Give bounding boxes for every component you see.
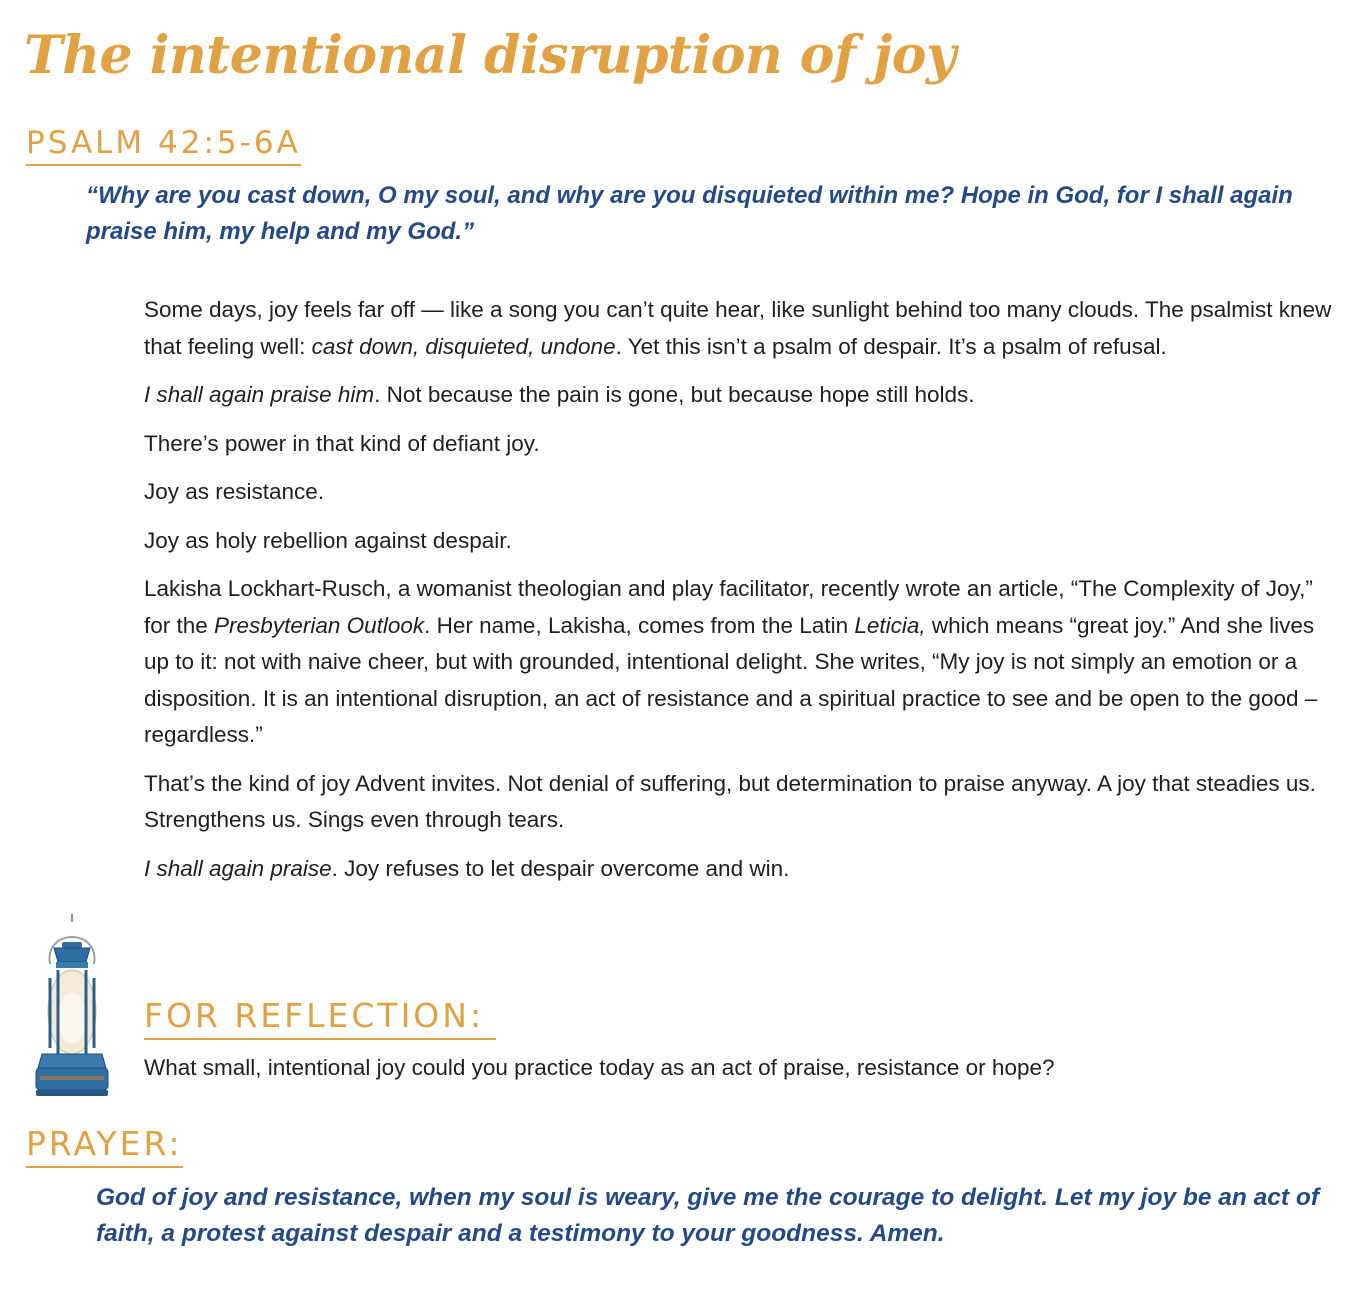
page-title: The intentional disruption of joy xyxy=(24,25,956,86)
devotional-body xyxy=(144,292,1342,899)
lantern-image xyxy=(28,908,116,1100)
latin-word: Leticia, xyxy=(854,612,926,638)
body-text: . Yet this isn’t a psalm of despair. It’s a psalm of refusal. xyxy=(615,333,1167,359)
body-emphasis: I shall again praise xyxy=(144,855,332,881)
body-emphasis: I shall again praise him xyxy=(144,382,375,407)
body-paragraph xyxy=(144,851,1342,888)
reflection-question: What small, intentional joy could you practice today as an act of praise, resistance or hope? xyxy=(144,1055,1055,1080)
body-paragraph: There’s power in that kind of defiant joy. xyxy=(144,430,540,456)
body-text: . Her name, Lakisha, comes from the Latin xyxy=(424,612,855,638)
body-text: . Not because the pain is gone, but because hope still holds. xyxy=(374,382,975,407)
prayer-text: God of joy and resistance, when my soul is weary, give me the courage to delight. Let my joy be an act of faith, a protest against despair and a testimony to your goodness. Amen. xyxy=(96,1184,1320,1247)
body-paragraph: Joy as resistance. xyxy=(144,479,325,504)
body-text: Some days, joy feels far off — like a song you can’t quite hear, like sunlight behind too many clouds. The psalmist knew that feeling well: xyxy=(144,297,1332,359)
body-text: Lakisha Lockhart-Rusch, a womanist theologian and play facilitator, recently wrote an article, “The Complexity of Joy,” for the xyxy=(144,576,1313,638)
body-paragraph xyxy=(144,571,1342,754)
publication-title: Presbyterian Outlook xyxy=(214,612,425,638)
body-emphasis: cast down, disquieted, undone xyxy=(311,333,616,359)
body-paragraph xyxy=(144,292,1342,365)
reflection-heading: FOR REFLECTION: xyxy=(144,996,496,1040)
scripture-quote: “Why are you cast down, O my soul, and why are you disquieted within me? Hope in God, for I shall again praise him, my help and my God.” xyxy=(86,182,1293,245)
prayer-heading: PRAYER: xyxy=(26,1124,183,1168)
body-text: . Joy refuses to let despair overcome and win. xyxy=(331,855,790,881)
body-paragraph xyxy=(144,377,1342,414)
body-paragraph: That’s the kind of joy Advent invites. Not denial of suffering, but determination to praise anyway. A joy that steadies us. Strengthens us. Sings even through tears. xyxy=(144,770,1316,832)
body-paragraph: Joy as holy rebellion against despair. xyxy=(144,527,512,553)
body-text: which means “great joy.” And she lives up to it: not with naive cheer, but with grounded, intentional delight. She writes, “My joy is not simply an emotion or a disposition. It is an intentional disruption, an act of resistance and a spiritual practice to see and be open to the good – regardless.” xyxy=(144,612,1318,747)
scripture-reference-heading: PSALM 42:5-6A xyxy=(26,124,301,166)
